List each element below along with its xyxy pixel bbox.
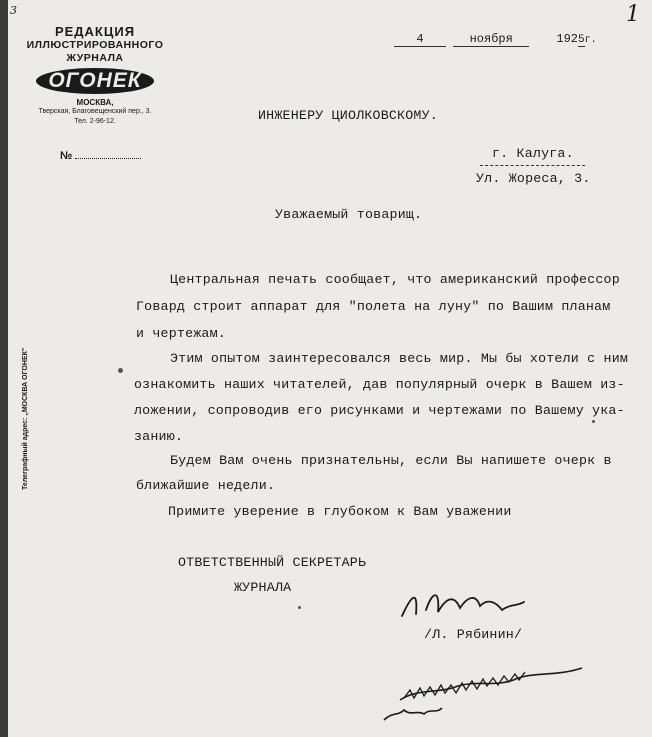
ink-speck [592,420,595,423]
body-line: и чертежам. [136,326,226,341]
letterhead-line3: ЖУРНАЛА [66,52,124,64]
corner-number: 3 [10,4,17,17]
body-line: Примите уверение в глубоком к Вам уважении [168,504,512,519]
telegram-address-vertical [22,330,36,490]
letterhead [20,24,170,127]
date-year: 192 [556,32,579,46]
addressee-name: ИНЖЕНЕРУ ЦИОЛКОВСКОМУ. [258,108,438,123]
date-month: ноября [453,32,529,47]
number-blank [75,158,141,159]
body-line: Говард строит аппарат для "полета на луну" по Вашим планам [136,299,611,314]
signatory-title2: ЖУРНАЛА [234,580,292,595]
signatory-name: /Л. Рябинин/ [424,627,523,642]
body-line: ближайшие недели. [136,478,276,493]
date-day: 4 [394,32,446,47]
number-label: № [60,150,73,162]
ink-speck [118,368,123,373]
body-line: Будем Вам очень признательны, если Вы напишете очерк в [170,453,612,468]
ink-speck [298,606,301,609]
addressee-city: г. Калуга. [492,146,574,161]
letterhead-city: МОСКВА, [76,98,114,107]
body-line: Центральная печать сообщает, что американский профессор [170,272,620,287]
body-line: Этим опытом заинтересовался весь мир. Мы бы хотели с ним [170,351,629,366]
letterhead-address: Тверская, Благовещенский пер., 3. [38,108,152,115]
handwritten-note-scrawl [378,658,588,728]
telegram-text: Телеграфный адрес: „МОСКВА ОГОНЕК" [22,347,29,490]
body-line: занию. [134,429,184,444]
handwritten-signature [398,584,528,624]
body-line: ложении, сопроводив его рисунками и чертежами по Вашему ука- [134,403,625,418]
date-year-suffix: 5 [578,34,585,46]
signatory-title: ОТВЕТСТВЕННЫЙ СЕКРЕТАРЬ [178,555,367,570]
scan-edge [0,0,8,737]
letterhead-phone: Тел. 2-96-12. [74,118,116,125]
letterhead-line1: РЕДАКЦИЯ [54,24,136,39]
page-number: 1 [626,2,640,27]
greeting: Уважаемый товарищ. [275,207,423,222]
letter-date [394,32,597,47]
letterhead-line2: ИЛЛЮСТРИРОВАННОГО [26,39,164,51]
address-underline [480,165,585,166]
ogonek-logo: ОГОНЕК [36,68,153,94]
body-line: ознакомить наших читателей, дав популярный очерк в Вашем из- [134,377,625,392]
addressee-street: Ул. Жореса, 3. [476,171,591,186]
date-suffix: г. [584,35,597,46]
outgoing-number [60,150,141,162]
